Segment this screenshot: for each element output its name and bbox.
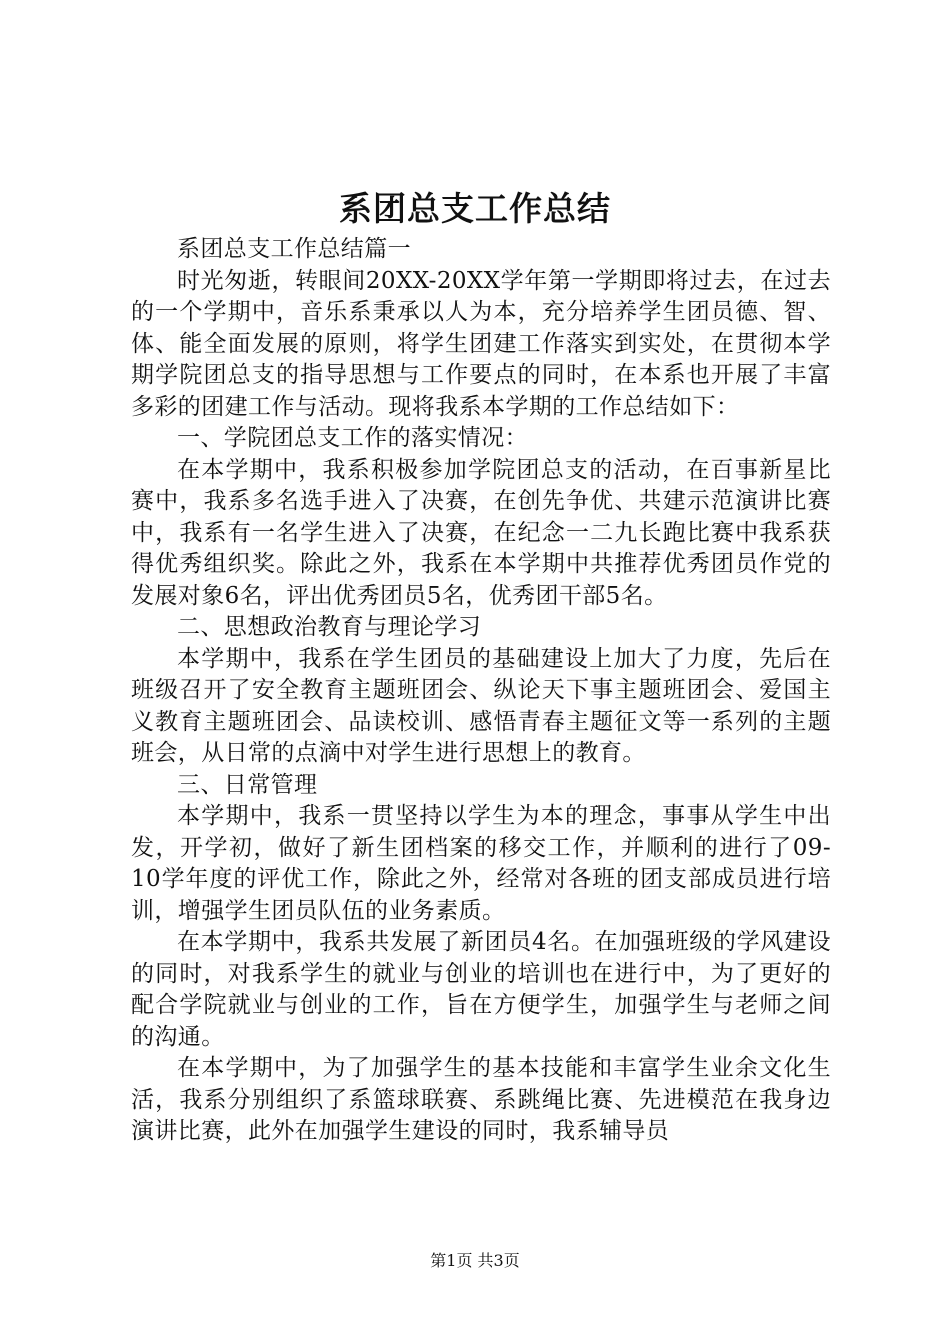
body-paragraph: 本学期中，我系一贯坚持以学生为本的理念，事事从学生中出发，开学初，做好了新生团档案的移交工作，并顺利的进行了09-10学年度的评优工作，除此之外，经常对各班的团支部成员进行培训，增强学生团员队伍的业务素质。	[131, 803, 831, 924]
document-body	[131, 234, 831, 1148]
section-heading: 一、学院团总支工作的落实情况：	[177, 425, 528, 451]
body-paragraph: 时光匆逝，转眼间20XX-20XX学年第一学期即将过去，在过去的一个学期中，音乐系秉承以人为本，充分培养学生团员德、智、体、能全面发展的原则，将学生团建工作落实到实处，在贯彻本学期学院团总支的指导思想与工作要点的同时，在本系也开展了丰富多彩的团建工作与活动。现将我系本学期的工作总结如下：	[131, 267, 831, 420]
body-paragraph: 在本学期中，我系积极参加学院团总支的活动，在百事新星比赛中，我系多名选手进入了决赛，在创先争优、共建示范演讲比赛中，我系有一名学生进入了决赛，在纪念一二九长跑比赛中我系获得优秀组织奖。除此之外，我系在本学期中共推荐优秀团员作党的发展对象6名，评出优秀团员5名，优秀团干部5名。	[131, 456, 831, 609]
body-paragraph: 在本学期中，我系共发展了新团员4名。在加强班级的学风建设的同时，对我系学生的就业与创业的培训也在进行中，为了更好的配合学院就业与创业的工作，旨在方便学生，加强学生与老师之间的沟通。	[131, 929, 831, 1050]
body-paragraph: 本学期中，我系在学生团员的基础建设上加大了力度，先后在班级召开了安全教育主题班团会、纵论天下事主题班团会、爱国主义教育主题班团会、品读校训、感悟青春主题征文等一系列的主题班会，从日常的点滴中对学生进行思想上的教育。	[131, 645, 831, 766]
section-heading: 二、思想政治教育与理论学习	[177, 614, 482, 640]
section-heading: 三、日常管理	[177, 771, 318, 798]
document-title: 系团总支工作总结	[339, 189, 611, 228]
body-paragraph: 在本学期中，为了加强学生的基本技能和丰富学生业余文化生活，我系分别组织了系篮球联赛、系跳绳比赛、先进模范在我身边演讲比赛，此外在加强学生建设的同时，我系辅导员	[131, 1055, 831, 1144]
section-heading: 系团总支工作总结篇一	[177, 236, 411, 262]
page-number-footer: 第1页 共3页	[430, 1251, 520, 1270]
